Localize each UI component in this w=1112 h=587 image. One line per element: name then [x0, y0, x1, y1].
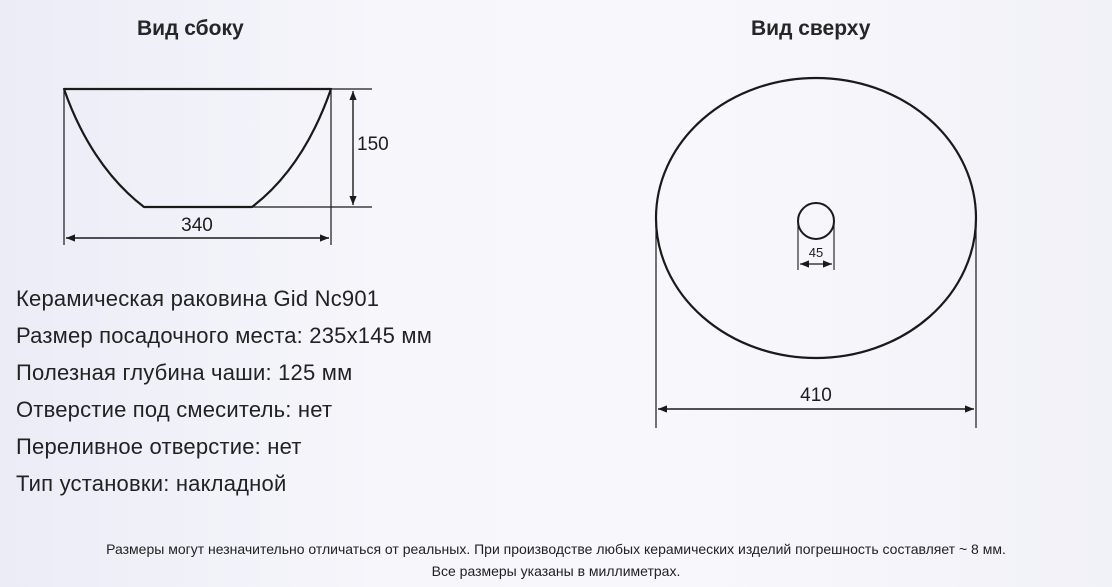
footer-disclaimer: Размеры могут незначительно отличаться от реальных. При производстве любых керамических изделий погрешность составляет ~ 8 мм. [106, 541, 1006, 557]
spec-installation-type: Тип установки: накладной [16, 471, 287, 496]
bowl-side-profile [64, 89, 331, 207]
drain-dimension-label: 45 [808, 245, 824, 260]
side-view-drawing [64, 89, 389, 245]
footer-units-note: Все размеры указаны в миллиметрах. [431, 563, 681, 579]
height-dimension-label: 150 [357, 134, 389, 155]
spec-mounting-size: Размер посадочного места: 235x145 мм [16, 323, 433, 348]
top-view-drawing [656, 78, 976, 428]
spec-bowl-depth: Полезная глубина чаши: 125 мм [16, 360, 353, 385]
drain-hole [798, 203, 834, 239]
side-view-title: Вид сбоку [137, 17, 244, 40]
bowl-top-outline [656, 78, 976, 358]
top-view-title: Вид сверху [751, 17, 871, 40]
spec-faucet-hole: Отверстие под смеситель: нет [16, 397, 333, 422]
top-width-dimension-label: 410 [800, 385, 832, 406]
spec-overflow: Переливное отверстие: нет [16, 434, 302, 459]
width-dimension-label: 340 [181, 215, 213, 236]
spec-product-name: Керамическая раковина Gid Nc901 [16, 286, 380, 311]
spec-list [16, 280, 432, 502]
